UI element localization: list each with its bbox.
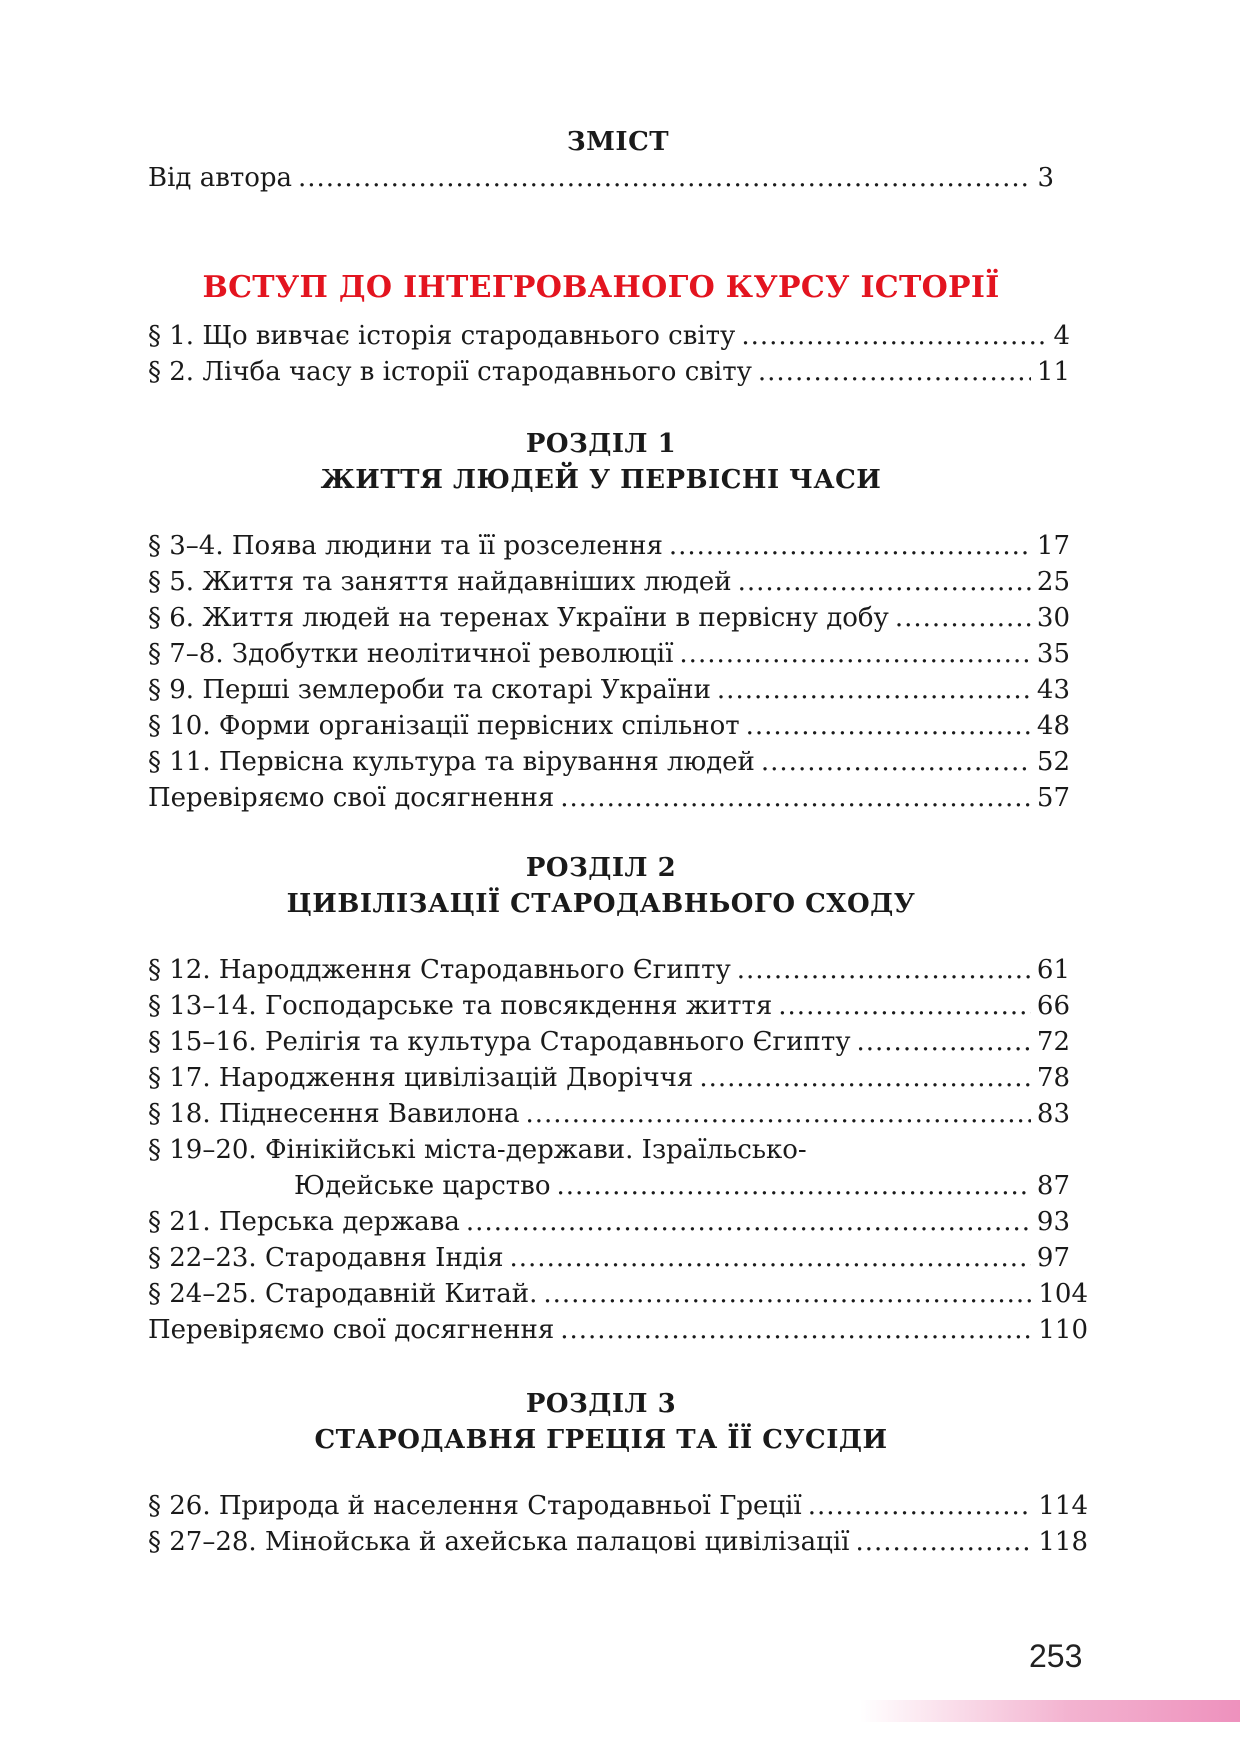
decorative-gradient-bar [860,1700,1240,1722]
toc-row[interactable] [148,600,1070,636]
toc-label: § 19–20. Фінікійські міста-держави. Ізраїльсько- [148,1135,807,1165]
toc-row[interactable] [148,672,1070,708]
leader-dots [510,1240,1031,1276]
toc-row[interactable] [148,318,1070,354]
toc-row[interactable] [148,1204,1070,1240]
section-2-list [148,952,1088,1348]
section-label: РОЗДІЛ 1 [525,429,677,459]
toc-page: 52 [1036,747,1070,777]
section-3-list [148,1488,1088,1560]
leader-dots [679,636,1030,672]
toc-label: § 2. Лічба часу в історії стародавнього світу [148,357,752,387]
toc-label: Перевіряємо свої досягнення [148,783,555,813]
leader-dots [560,1312,1032,1348]
toc-label: § 9. Перші землероби та скотарі України [148,675,711,705]
leader-dots [746,708,1031,744]
toc-label: § 18. Піднесення Вавилона [148,1099,520,1129]
toc-label: § 26. Природа й населення Стародавньої Греції [148,1491,802,1521]
toc-row-multiline[interactable] [148,1132,1088,1204]
toc-row[interactable] [148,1312,1088,1348]
toc-row[interactable] [148,708,1070,744]
toc-row[interactable] [148,1524,1088,1560]
toc-page: 61 [1036,955,1070,985]
toc-label: § 3–4. Поява людини та її розселення [148,531,663,561]
leader-dots [556,1168,1030,1204]
leader-dots [543,1276,1032,1312]
toc-page: 93 [1036,1207,1070,1237]
leader-dots [699,1060,1031,1096]
toc-row[interactable] [148,952,1070,988]
leader-dots [895,600,1031,636]
section-label: РОЗДІЛ 3 [525,1389,677,1419]
leader-dots [741,318,1047,354]
leader-dots [717,672,1031,708]
toc-label-line-1 [148,1132,1070,1168]
toc-row[interactable] [148,988,1070,1024]
toc-label: § 5. Життя та заняття найдавніших людей [148,567,732,597]
leader-dots [778,988,1031,1024]
intro-list [148,318,1070,390]
section-title: СТАРОДАВНЯ ГРЕЦІЯ ТА ЇЇ СУСІДИ [314,1425,888,1455]
toc-row[interactable] [148,780,1070,816]
toc-page: 4 [1053,321,1070,351]
toc-page: 87 [1036,1171,1070,1201]
toc-page: 48 [1036,711,1070,741]
toc-page: 104 [1038,1279,1088,1309]
toc-label-line-2 [148,1168,1070,1204]
toc-label: § 13–14. Господарське та повсякдення життя [148,991,773,1021]
toc-row[interactable] [148,636,1070,672]
toc-row[interactable] [148,564,1070,600]
section-3-header [148,1386,1054,1458]
toc-label: § 22–23. Стародавня Індія [148,1243,504,1273]
leader-dots [738,564,1031,600]
toc-row[interactable] [148,1276,1088,1312]
intro-title: ВСТУП ДО ІНТЕГРОВАНОГО КУРСУ ІСТОРІЇ [202,270,1000,305]
leader-dots [855,1524,1032,1560]
leader-dots [761,744,1031,780]
page-number: 253 [1029,1638,1083,1674]
toc-label: § 21. Перська держава [148,1207,460,1237]
leader-dots [808,1488,1033,1524]
toc-label: § 15–16. Релігія та культура Стародавнього Єгипту [148,1027,851,1057]
toc-page: 72 [1036,1027,1070,1057]
toc-row[interactable] [148,1240,1070,1276]
toc-label: § 1. Що вивчає історія стародавнього світу [148,321,736,351]
toc-label: § 7–8. Здобутки неолітичної революції [148,639,674,669]
leader-dots [466,1204,1031,1240]
toc-page: 78 [1036,1063,1070,1093]
toc-page: 17 [1036,531,1070,561]
toc-page: 3 [1037,163,1054,193]
leader-dots [758,354,1031,390]
toc-row[interactable] [148,1060,1070,1096]
leader-dots [525,1096,1030,1132]
toc-label: § 24–25. Стародавній Китай. [148,1279,538,1309]
toc-row[interactable] [148,1024,1070,1060]
toc-page: 35 [1036,639,1070,669]
section-label: РОЗДІЛ 2 [525,853,677,883]
toc-page: 83 [1036,1099,1070,1129]
toc-label: § 11. Первісна культура та вірування людей [148,747,755,777]
section-1-list [148,528,1070,816]
section-2-header [148,850,1054,922]
leader-dots [298,160,1031,196]
toc-label: Юдейське царство [294,1171,551,1201]
toc-row[interactable] [148,1488,1088,1524]
toc-label: Від автора [148,163,293,193]
toc-label: § 6. Життя людей на теренах України в первісну добу [148,603,889,633]
toc-row[interactable] [148,528,1070,564]
toc-label: § 27–28. Мінойська й ахейська палацові цивілізації [148,1527,850,1557]
toc-row[interactable] [148,744,1070,780]
section-title: ЦИВІЛІЗАЦІЇ СТАРОДАВНЬОГО СХОДУ [286,889,916,919]
leader-dots [737,952,1031,988]
section-title: ЖИТТЯ ЛЮДЕЙ У ПЕРВІСНІ ЧАСИ [320,465,882,495]
leader-dots [669,528,1031,564]
toc-label: Перевіряємо свої досягнення [148,1315,555,1345]
toc-row[interactable] [148,354,1070,390]
toc-page: 118 [1038,1527,1088,1557]
toc-page: 11 [1036,357,1070,387]
toc-label: § 10. Форми організації первісних спільнот [148,711,740,741]
section-1-header [148,426,1054,498]
leader-dots [560,780,1031,816]
toc-page: 30 [1036,603,1070,633]
toc-page: 43 [1036,675,1070,705]
toc-page: 97 [1036,1243,1070,1273]
toc-label: § 12. Народдження Стародавнього Єгипту [148,955,731,985]
toc-page: 57 [1036,783,1070,813]
toc-row-preface[interactable] [148,160,1054,196]
toc-label: § 17. Народження цивілізацій Дворіччя [148,1063,694,1093]
toc-page: 25 [1036,567,1070,597]
page-title: ЗМІСТ [566,127,670,157]
toc-page: 110 [1038,1315,1088,1345]
toc-row[interactable] [148,1096,1070,1132]
table-of-contents [148,0,1088,1560]
toc-page: 114 [1038,1491,1088,1521]
toc-page: 66 [1036,991,1070,1021]
leader-dots [857,1024,1031,1060]
